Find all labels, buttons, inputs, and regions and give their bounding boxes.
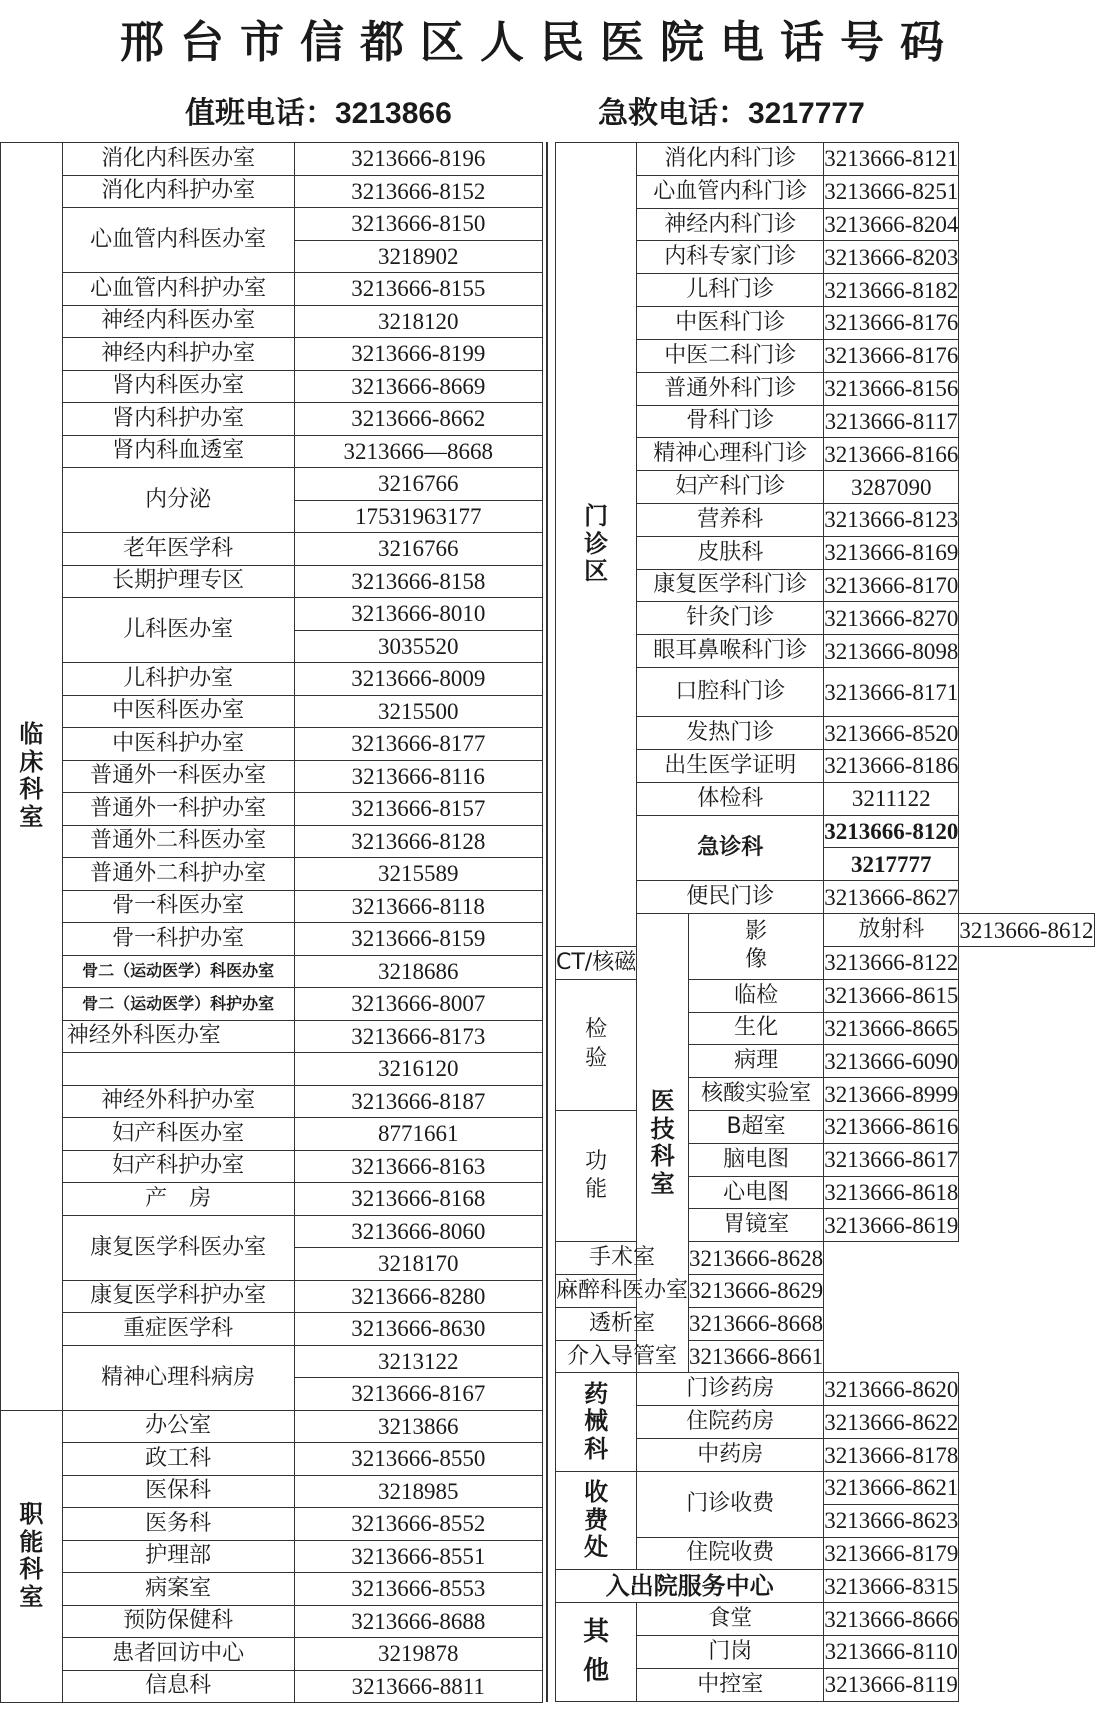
phone-number: 3213666-8167 [294, 1378, 542, 1411]
directory-row [1, 695, 543, 728]
department-name: 临检 [689, 979, 824, 1012]
department-name: 中控室 [637, 1668, 824, 1701]
phone-number: 3213666-8662 [294, 403, 542, 436]
group-label [1, 1410, 63, 1703]
phone-number: 3213666-8121 [824, 143, 959, 176]
department-name: 老年医学科 [62, 533, 294, 566]
phone-number: 3213666-8618 [824, 1176, 959, 1209]
department-name: 普通外二科护办室 [62, 858, 294, 891]
directory-row [556, 339, 1095, 372]
department-name: 肾内科护办室 [62, 403, 294, 436]
department-name: 住院药房 [637, 1406, 824, 1439]
phone-number: 3213666-8177 [294, 728, 542, 761]
phone-number: 3213666-8204 [824, 208, 959, 241]
department-name: 生化 [689, 1012, 824, 1045]
department-name: 胃镜室 [689, 1209, 824, 1242]
group-label-text: 收费处 [584, 1478, 609, 1562]
department-name: 放射科 [824, 914, 959, 947]
phone-number: 3213666-8251 [824, 175, 959, 208]
phone-number: 3213666-8152 [294, 175, 542, 208]
phone-number: 3213666-8270 [824, 602, 959, 635]
group-label-text: 药械科 [584, 1379, 609, 1463]
phone-number: 17531963177 [294, 500, 542, 533]
group-label-text: 其 [583, 1617, 610, 1648]
directory-row [1, 955, 543, 988]
department-name: 门诊药房 [637, 1373, 824, 1406]
directory-row [1, 728, 543, 761]
phone-number: 3213666-8123 [824, 503, 959, 536]
directory-row [1, 825, 543, 858]
department-name: 骨二（运动医学）科护办室 [62, 988, 294, 1021]
phone-number: 3213666-8623 [824, 1504, 959, 1537]
phone-number: 8771661 [294, 1118, 542, 1151]
directory-row [556, 569, 1095, 602]
phone-number: 3213666-8128 [294, 825, 542, 858]
directory-row [556, 782, 1095, 815]
directory-row [1, 338, 543, 371]
directory-row [556, 1242, 1095, 1275]
department-name: 儿科门诊 [637, 274, 824, 307]
phone-number: 3218686 [294, 955, 542, 988]
phone-number: 3216766 [294, 468, 542, 501]
directory-row [1, 793, 543, 826]
group-label [1, 143, 63, 1411]
directory-row [556, 1570, 1095, 1603]
directory-row [556, 1307, 1095, 1340]
directory-row [556, 503, 1095, 536]
phone-number: 3213666-8182 [824, 274, 959, 307]
department-name: 妇产科医办室 [62, 1118, 294, 1151]
department-name: 长期护理专区 [62, 565, 294, 598]
phone-number: 3213666-8169 [824, 536, 959, 569]
phone-number: 3213666-8156 [824, 372, 959, 405]
phone-number: 3213666-8009 [294, 663, 542, 696]
phone-number: 3215500 [294, 695, 542, 728]
department-name: 普通外一科护办室 [62, 793, 294, 826]
phone-number: 3219878 [294, 1638, 542, 1671]
phone-number: 3213666-8553 [294, 1573, 542, 1606]
directory-row [1, 1410, 543, 1443]
duty-hotline [185, 88, 452, 132]
phone-number: 3213666-8627 [824, 881, 959, 914]
phone-number: 3213666-8550 [294, 1443, 542, 1476]
directory-row [556, 815, 1095, 848]
directory-row [1, 273, 543, 306]
department-name: 心血管内科门诊 [637, 175, 824, 208]
phone-number: 3213666-8060 [294, 1215, 542, 1248]
directory-row [1, 1638, 543, 1671]
directory-row [1, 923, 543, 956]
directory-row [556, 881, 1095, 914]
directory-row [556, 274, 1095, 307]
department-name: 住院收费 [637, 1537, 824, 1570]
group-label [556, 1110, 637, 1241]
phone-number: 3215589 [294, 858, 542, 891]
phone-number: 3213666-8620 [824, 1373, 959, 1406]
department-name: 病理 [689, 1045, 824, 1078]
department-name: 预防保健科 [62, 1605, 294, 1638]
duty-label: 值班电话： [185, 96, 335, 131]
department-name: 医务科 [62, 1508, 294, 1541]
department-name: 中医科门诊 [637, 307, 824, 340]
directory-row [1, 1150, 543, 1183]
directory-row [556, 1471, 1095, 1504]
group-label-text: 影像 [745, 918, 768, 973]
directory-row [1, 305, 543, 338]
phone-number: 3213666-8628 [689, 1242, 824, 1275]
directory-row [556, 1668, 1095, 1701]
phone-number: 3213666-8612 [959, 914, 1094, 947]
department-name: 普通外二科医办室 [62, 825, 294, 858]
department-name: 肾内科血透室 [62, 435, 294, 468]
department-name: 门诊收费 [637, 1471, 824, 1537]
left-directory-table [0, 142, 543, 1703]
directory-row [1, 143, 543, 176]
phone-number: 3218120 [294, 305, 542, 338]
department-name: 消化内科门诊 [637, 143, 824, 176]
directory-row [1, 1020, 543, 1053]
phone-number: 3213666-8176 [824, 307, 959, 340]
phone-number: 3213666-8168 [294, 1183, 542, 1216]
phone-number: 3213666-8196 [294, 143, 542, 176]
phone-number: 3213666—8668 [294, 435, 542, 468]
directory-row [556, 143, 1095, 176]
directory-row [556, 1406, 1095, 1439]
department-name [62, 1053, 294, 1086]
department-name: 儿科护办室 [62, 663, 294, 696]
directory-row [1, 1540, 543, 1573]
department-name: 内分泌 [62, 468, 294, 533]
directory-row [556, 1635, 1095, 1668]
directory-row [1, 598, 543, 631]
phone-number: 3213666-8171 [824, 668, 959, 717]
phone-number: 3211122 [824, 782, 959, 815]
phone-number: 3213666-8098 [824, 635, 959, 668]
phone-number: 3213666-8119 [824, 1668, 959, 1701]
phone-number: 3213666-8010 [294, 598, 542, 631]
directory-row [1, 1118, 543, 1151]
directory-row [1, 1215, 543, 1248]
phone-number: 3213666-8615 [824, 979, 959, 1012]
directory-row [556, 241, 1095, 274]
phone-number: 3216766 [294, 533, 542, 566]
phone-number: 3213666-8158 [294, 565, 542, 598]
phone-number: 3213666-8155 [294, 273, 542, 306]
directory-row [1, 533, 543, 566]
department-name: 产 房 [62, 1183, 294, 1216]
phone-number: 3213666-8173 [294, 1020, 542, 1053]
department-name: CT/核磁 [556, 946, 637, 979]
group-label [556, 143, 637, 947]
phone-number: 3213666-8176 [824, 339, 959, 372]
department-name: 办公室 [62, 1410, 294, 1443]
department-name: 营养科 [637, 503, 824, 536]
directory-row [1, 403, 543, 436]
department-name: 急诊科 [637, 815, 824, 881]
phone-number: 3287090 [824, 471, 959, 504]
directory-row [556, 1373, 1095, 1406]
directory-row [1, 468, 543, 501]
phone-number: 3213666-8811 [294, 1670, 542, 1703]
department-name: B超室 [689, 1110, 824, 1143]
group-label [556, 1603, 637, 1702]
group-label-text: 检验 [585, 1017, 608, 1071]
department-name: 骨一科医办室 [62, 890, 294, 923]
department-name: 神经内科护办室 [62, 338, 294, 371]
department-name: 康复医学科医办室 [62, 1215, 294, 1280]
phone-number: 3213666-8621 [824, 1471, 959, 1504]
directory-row [556, 405, 1095, 438]
department-name: 入出院服务中心 [556, 1570, 824, 1603]
department-name: 心血管内科护办室 [62, 273, 294, 306]
phone-number: 3213666-8520 [824, 717, 959, 750]
phone-number: 3213866 [294, 1410, 542, 1443]
phone-number: 3213666-8669 [294, 370, 542, 403]
phone-number: 3213666-8688 [294, 1605, 542, 1638]
directory-row [556, 438, 1095, 471]
phone-number: 3213666-8007 [294, 988, 542, 1021]
group-label [556, 1373, 637, 1471]
department-name: 病案室 [62, 1573, 294, 1606]
department-name: 精神心理科门诊 [637, 438, 824, 471]
page-title: 邢台市信都区人民医院电话号码 [120, 17, 960, 68]
directory-row [1, 1443, 543, 1476]
phone-number: 3213666-8622 [824, 1406, 959, 1439]
directory-row [1, 663, 543, 696]
department-name: 政工科 [62, 1443, 294, 1476]
department-name: 门岗 [637, 1635, 824, 1668]
department-name: 骨二（运动医学）科医办室 [62, 955, 294, 988]
directory-row [1, 1605, 543, 1638]
phone-number: 3213666-8666 [824, 1603, 959, 1636]
phone-number: 3218985 [294, 1475, 542, 1508]
phone-number: 3213666-8315 [824, 1570, 959, 1603]
directory-row [556, 471, 1095, 504]
directory-row [1, 1085, 543, 1118]
department-name: 康复医学科门诊 [637, 569, 824, 602]
phone-number: 3213666-8187 [294, 1085, 542, 1118]
directory-row [556, 372, 1095, 405]
directory-row [1, 1345, 543, 1378]
department-name: 儿科医办室 [62, 598, 294, 663]
phone-number: 3213666-8163 [294, 1150, 542, 1183]
directory-row [556, 1537, 1095, 1570]
group-label-text: 他 [583, 1656, 610, 1687]
directory-row [556, 602, 1095, 635]
department-name: 内科专家门诊 [637, 241, 824, 274]
directory-row [1, 1670, 543, 1703]
directory-row [1, 1573, 543, 1606]
phone-number: 3218902 [294, 240, 542, 273]
phone-number: 3213666-8199 [294, 338, 542, 371]
phone-number: 3216120 [294, 1053, 542, 1086]
department-name: 中医科医办室 [62, 695, 294, 728]
directory-row [1, 175, 543, 208]
phone-number: 3213666-8150 [294, 208, 542, 241]
phone-number: 3218170 [294, 1248, 542, 1281]
directory-row [556, 1340, 1095, 1373]
phone-number: 3213122 [294, 1345, 542, 1378]
phone-number: 3213666-8203 [824, 241, 959, 274]
phone-number: 3213666-8110 [824, 1635, 959, 1668]
phone-number: 3213666-8616 [824, 1110, 959, 1143]
group-label [689, 914, 824, 980]
directory-row [556, 1275, 1095, 1308]
directory-row [556, 1439, 1095, 1472]
group-label [556, 979, 637, 1110]
phone-number: 3213666-8179 [824, 1537, 959, 1570]
directory-row [556, 979, 1095, 1012]
phone-number: 3213666-8122 [824, 946, 959, 979]
directory-row [1, 565, 543, 598]
department-name: 透析室 [556, 1307, 689, 1340]
emergency-label: 急救电话： [598, 96, 748, 131]
department-name: 食堂 [637, 1603, 824, 1636]
department-name: 脑电图 [689, 1143, 824, 1176]
department-name: 眼耳鼻喉科门诊 [637, 635, 824, 668]
directory-row [556, 635, 1095, 668]
phone-number: 3213666-8629 [689, 1275, 824, 1308]
department-name: 康复医学科护办室 [62, 1280, 294, 1313]
directory-row [1, 435, 543, 468]
department-name: 出生医学证明 [637, 750, 824, 783]
department-name: 中医二科门诊 [637, 339, 824, 372]
directory-row [1, 1053, 543, 1086]
phone-number: 3213666-8116 [294, 760, 542, 793]
emergency-number: 3217777 [748, 97, 865, 130]
phone-number: 3213666-8117 [824, 405, 959, 438]
phone-number: 3213666-8630 [294, 1313, 542, 1346]
department-name: 精神心理科病房 [62, 1345, 294, 1410]
duty-number: 3213866 [335, 97, 452, 130]
department-name: 便民门诊 [637, 881, 824, 914]
directory-row [556, 750, 1095, 783]
group-label-text: 功能 [585, 1148, 608, 1203]
phone-number: 3213666-8665 [824, 1012, 959, 1045]
phone-number: 3213666-8280 [294, 1280, 542, 1313]
department-name: 神经内科医办室 [62, 305, 294, 338]
phone-number: 3213666-8178 [824, 1439, 959, 1472]
department-name: 普通外一科医办室 [62, 760, 294, 793]
department-name: 发热门诊 [637, 717, 824, 750]
department-name: 消化内科护办室 [62, 175, 294, 208]
group-label-text: 医技科室 [650, 1087, 675, 1198]
department-name: 妇产科门诊 [637, 471, 824, 504]
department-name: 介入导管室 [556, 1340, 689, 1373]
department-name: 体检科 [637, 782, 824, 815]
phone-number: 3213666-8552 [294, 1508, 542, 1541]
department-name: 信息科 [62, 1670, 294, 1703]
directory-row [556, 536, 1095, 569]
phone-number: 3213666-8120 [824, 815, 959, 848]
department-name: 消化内科医办室 [62, 143, 294, 176]
phone-number: 3213666-8159 [294, 923, 542, 956]
phone-number: 3213666-8999 [824, 1078, 959, 1111]
phone-number: 3213666-8668 [689, 1307, 824, 1340]
department-name: 重症医学科 [62, 1313, 294, 1346]
phone-number: 3213666-8619 [824, 1209, 959, 1242]
directory-row [556, 668, 1095, 717]
directory-row [556, 1603, 1095, 1636]
directory-row [1, 858, 543, 891]
directory-row [1, 890, 543, 923]
department-name: 普通外科门诊 [637, 372, 824, 405]
department-name: 神经外科医办室 [62, 1020, 294, 1053]
phone-number: 3213666-8170 [824, 569, 959, 602]
phone-number: 3213666-8551 [294, 1540, 542, 1573]
department-name: 心电图 [689, 1176, 824, 1209]
department-name: 心血管内科医办室 [62, 208, 294, 273]
phone-number: 3213666-8617 [824, 1143, 959, 1176]
directory-row [556, 914, 1095, 947]
department-name: 手术室 [556, 1242, 689, 1275]
directory-row [1, 988, 543, 1021]
phone-number: 3213666-8186 [824, 750, 959, 783]
department-name: 针灸门诊 [637, 602, 824, 635]
department-name: 皮肤科 [637, 536, 824, 569]
column-divider [546, 142, 548, 1702]
directory-row [1, 1280, 543, 1313]
directory-row [556, 307, 1095, 340]
department-name: 神经外科护办室 [62, 1085, 294, 1118]
department-name: 口腔科门诊 [637, 668, 824, 717]
department-name: 护理部 [62, 1540, 294, 1573]
department-name: 医保科 [62, 1475, 294, 1508]
directory-row [1, 370, 543, 403]
department-name: 骨一科护办室 [62, 923, 294, 956]
directory-row [556, 208, 1095, 241]
directory-row [1, 760, 543, 793]
group-label [556, 1471, 637, 1569]
department-name: 骨科门诊 [637, 405, 824, 438]
department-name: 肾内科医办室 [62, 370, 294, 403]
directory-row [556, 717, 1095, 750]
directory-row [1, 1508, 543, 1541]
phone-number: 3213666-8118 [294, 890, 542, 923]
group-label-text: 职能科室 [19, 1500, 44, 1611]
department-name: 麻醉科医办室 [556, 1275, 689, 1308]
department-name: 患者回访中心 [62, 1638, 294, 1671]
directory-row [1, 208, 543, 241]
department-name: 中药房 [637, 1439, 824, 1472]
department-name: 核酸实验室 [689, 1078, 824, 1111]
directory-row [556, 946, 1095, 979]
directory-row [1, 1313, 543, 1346]
phone-number: 3213666-8166 [824, 438, 959, 471]
phone-number: 3213666-6090 [824, 1045, 959, 1078]
phone-number: 3035520 [294, 630, 542, 663]
group-label-text: 临床科室 [19, 720, 44, 831]
group-label-text: 门诊区 [584, 502, 609, 586]
directory-row [1, 1183, 543, 1216]
department-name: 中医科护办室 [62, 728, 294, 761]
department-name: 神经内科门诊 [637, 208, 824, 241]
right-directory-table [555, 142, 1095, 1702]
phone-number: 3217777 [824, 848, 959, 881]
directory-row [556, 175, 1095, 208]
phone-number: 3213666-8157 [294, 793, 542, 826]
directory-row [1, 1475, 543, 1508]
phone-number: 3213666-8661 [689, 1340, 824, 1373]
department-name: 妇产科护办室 [62, 1150, 294, 1183]
emergency-hotline [598, 88, 865, 132]
directory-row [556, 1110, 1095, 1143]
